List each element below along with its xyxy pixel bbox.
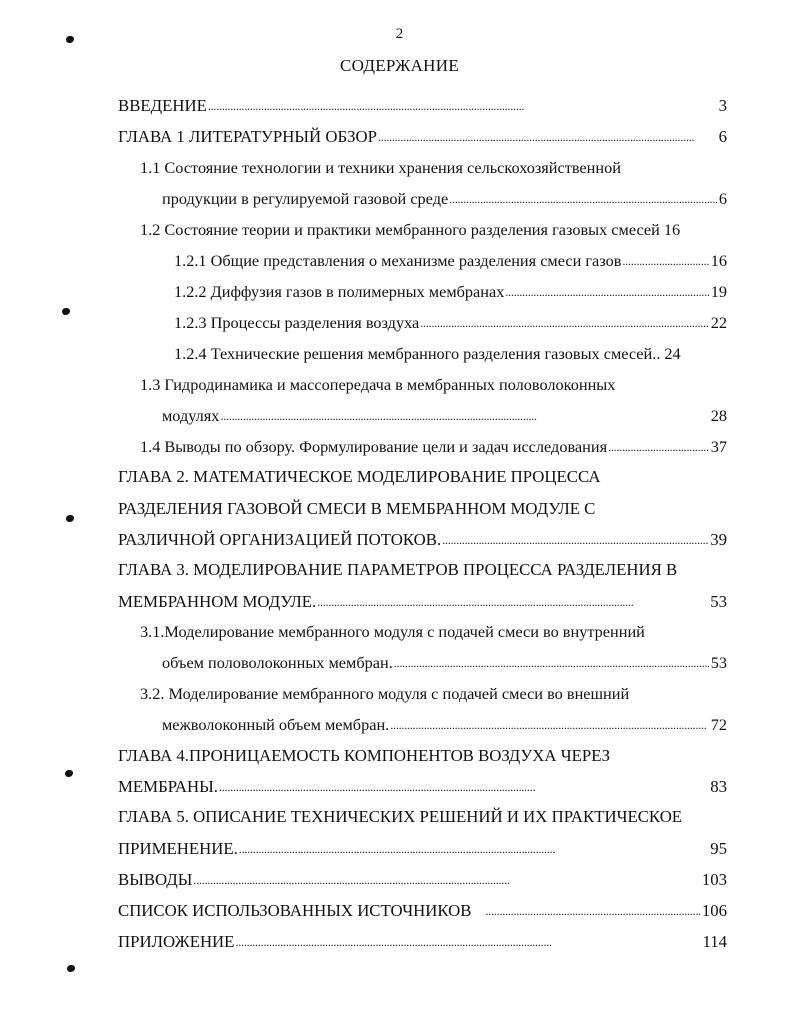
toc-entry-text: 1.2 Состояние теории и практики мембранного разделения газовых смесей	[140, 220, 660, 239]
toc-entry-page: 6	[718, 127, 727, 146]
toc-entry-page: 22	[710, 313, 727, 332]
toc-leader	[449, 186, 717, 211]
toc-entry[interactable]	[118, 837, 727, 861]
toc-entry[interactable]	[174, 280, 727, 304]
toc-entry[interactable]	[118, 125, 727, 149]
toc-leader	[378, 124, 717, 149]
toc-leader	[622, 248, 708, 273]
toc-entry-text: 1.2.3 Процессы разделения воздуха	[174, 313, 420, 332]
toc-leader	[235, 929, 700, 954]
toc-entry-text: СПИСОК ИСПОЛЬЗОВАННЫХ ИСТОЧНИКОВ	[118, 901, 472, 920]
toc-entry-text: ГЛАВА 3. МОДЕЛИРОВАНИЕ ПАРАМЕТРОВ ПРОЦЕССА РАЗДЕЛЕНИЯ В	[118, 560, 678, 579]
toc-entry[interactable]	[118, 497, 727, 521]
toc-entry-text: ВЫВОДЫ	[118, 870, 193, 889]
toc-entry-text: 1.3 Гидродинамика и массопередача в мембранных половолоконных	[140, 375, 616, 394]
toc-entry-page: 28	[710, 406, 727, 425]
toc-entry-text: ГЛАВА 2. МАТЕМАТИЧЕСКОЕ МОДЕЛИРОВАНИЕ ПРОЦЕССА	[118, 467, 601, 486]
toc-entry-text: 1.2.1 Общие представления о механизме разделения смеси газов	[174, 251, 622, 270]
toc-entry-page: 3	[718, 96, 727, 115]
toc-entry[interactable]	[174, 342, 729, 366]
toc-entry[interactable]	[118, 775, 727, 799]
toc-entry[interactable]	[140, 435, 727, 459]
toc-entry-text: РАЗДЕЛЕНИЯ ГАЗОВОЙ СМЕСИ В МЕМБРАННОМ МОДУЛЕ С	[118, 499, 596, 518]
toc-leader	[317, 589, 708, 614]
toc-entry[interactable]	[140, 682, 727, 706]
toc-entry-text: ПРИЛОЖЕНИЕ	[118, 932, 235, 951]
toc-entry[interactable]	[162, 651, 727, 675]
toc-leader	[219, 774, 708, 799]
toc-entry-text: 3.1.Моделирование мембранного модуля с подачей смеси во внутренний	[140, 622, 645, 641]
toc-leader	[193, 867, 699, 892]
toc-entry[interactable]	[162, 404, 727, 428]
toc-leader	[239, 836, 708, 861]
toc-entry-page: 106	[701, 901, 727, 920]
toc-entry-text: ГЛАВА 1 ЛИТЕРАТУРНЫЙ ОБЗОР	[118, 127, 377, 146]
toc-entry-page: 53	[710, 592, 727, 611]
page-title: СОДЕРЖАНИЕ	[339, 56, 460, 75]
toc-entry[interactable]	[118, 868, 727, 892]
toc-entry-text: 3.2. Моделирование мембранного модуля с подачей смеси во внешний	[140, 684, 630, 703]
toc-entry[interactable]	[118, 930, 727, 954]
toc-entry[interactable]	[174, 311, 727, 335]
toc-entry-page: 19	[710, 282, 727, 301]
toc-entry-text: ПРИМЕНЕНИЕ.	[118, 839, 238, 858]
toc-entry-text: МЕМБРАННОМ МОДУЛЕ.	[118, 592, 317, 611]
toc-entry-text: 1.4 Выводы по обзору. Формулирование цели и задач исследования	[140, 437, 608, 456]
toc-entry[interactable]	[162, 187, 727, 211]
table-of-contents	[0, 92, 799, 972]
toc-entry-text: продукции в регулируемой газовой среде	[162, 189, 449, 208]
toc-leader	[485, 898, 699, 923]
toc-entry[interactable]	[140, 373, 727, 397]
toc-leader	[608, 434, 709, 459]
toc-entry-text: МЕМБРАНЫ.	[118, 777, 218, 796]
toc-entry-page: 16	[710, 251, 727, 270]
toc-leader	[390, 712, 708, 737]
page-number: 2	[395, 26, 404, 42]
toc-entry[interactable]	[118, 590, 727, 614]
toc-entry-text: 1.2.2 Диффузия газов в полимерных мембранах	[174, 282, 505, 301]
toc-entry-page: 83	[710, 777, 727, 796]
toc-entry-text: 1.1 Состояние технологии и техники хранения сельскохозяйственной	[140, 158, 621, 177]
toc-entry[interactable]	[118, 805, 727, 829]
toc-entry[interactable]	[162, 713, 727, 737]
toc-entry[interactable]	[174, 249, 727, 273]
toc-entry-text: ГЛАВА 4.ПРОНИЦАЕМОСТЬ КОМПОНЕНТОВ ВОЗДУХА ЧЕРЕЗ	[118, 746, 611, 765]
toc-entry-page: 103	[701, 870, 727, 889]
toc-entry-text: ВВЕДЕНИЕ	[118, 96, 207, 115]
toc-entry[interactable]	[118, 744, 727, 768]
toc-entry-page: 114	[702, 932, 727, 951]
toc-entry[interactable]	[118, 558, 727, 582]
toc-entry[interactable]	[140, 218, 729, 242]
toc-entry-page: 95	[710, 839, 727, 858]
toc-entry-page: 24	[664, 344, 681, 363]
toc-leader	[505, 279, 708, 304]
toc-entry[interactable]	[118, 528, 727, 552]
toc-entry-page: 37	[710, 437, 727, 456]
toc-entry-page: 16	[663, 220, 681, 239]
toc-entry-page: 6	[718, 189, 727, 208]
toc-leader	[442, 527, 708, 552]
toc-leader	[208, 93, 717, 118]
toc-entry-text: 1.2.4 Технические решения мембранного разделения газовых смесей..	[174, 344, 661, 363]
toc-entry[interactable]	[140, 156, 727, 180]
toc-entry[interactable]	[140, 620, 727, 644]
toc-entry-page: 39	[710, 530, 727, 549]
toc-leader	[394, 650, 709, 675]
toc-entry[interactable]	[118, 94, 727, 118]
toc-entry-page: 53	[710, 653, 727, 672]
toc-entry-text: РАЗЛИЧНОЙ ОРГАНИЗАЦИЕЙ ПОТОКОВ.	[118, 530, 442, 549]
toc-leader	[220, 403, 708, 428]
toc-entry[interactable]	[118, 465, 727, 489]
toc-entry-text: ГЛАВА 5. ОПИСАНИЕ ТЕХНИЧЕСКИХ РЕШЕНИЙ И ИХ ПРАКТИЧЕСКОЕ	[118, 807, 683, 826]
toc-entry[interactable]	[118, 899, 727, 923]
toc-leader	[420, 310, 708, 335]
toc-entry-text: модулях	[162, 406, 220, 425]
toc-entry-page: 72	[710, 715, 727, 734]
toc-entry-text: объем половолоконных мембран.	[162, 653, 393, 672]
toc-entry-text: межволоконный объем мембран.	[162, 715, 390, 734]
